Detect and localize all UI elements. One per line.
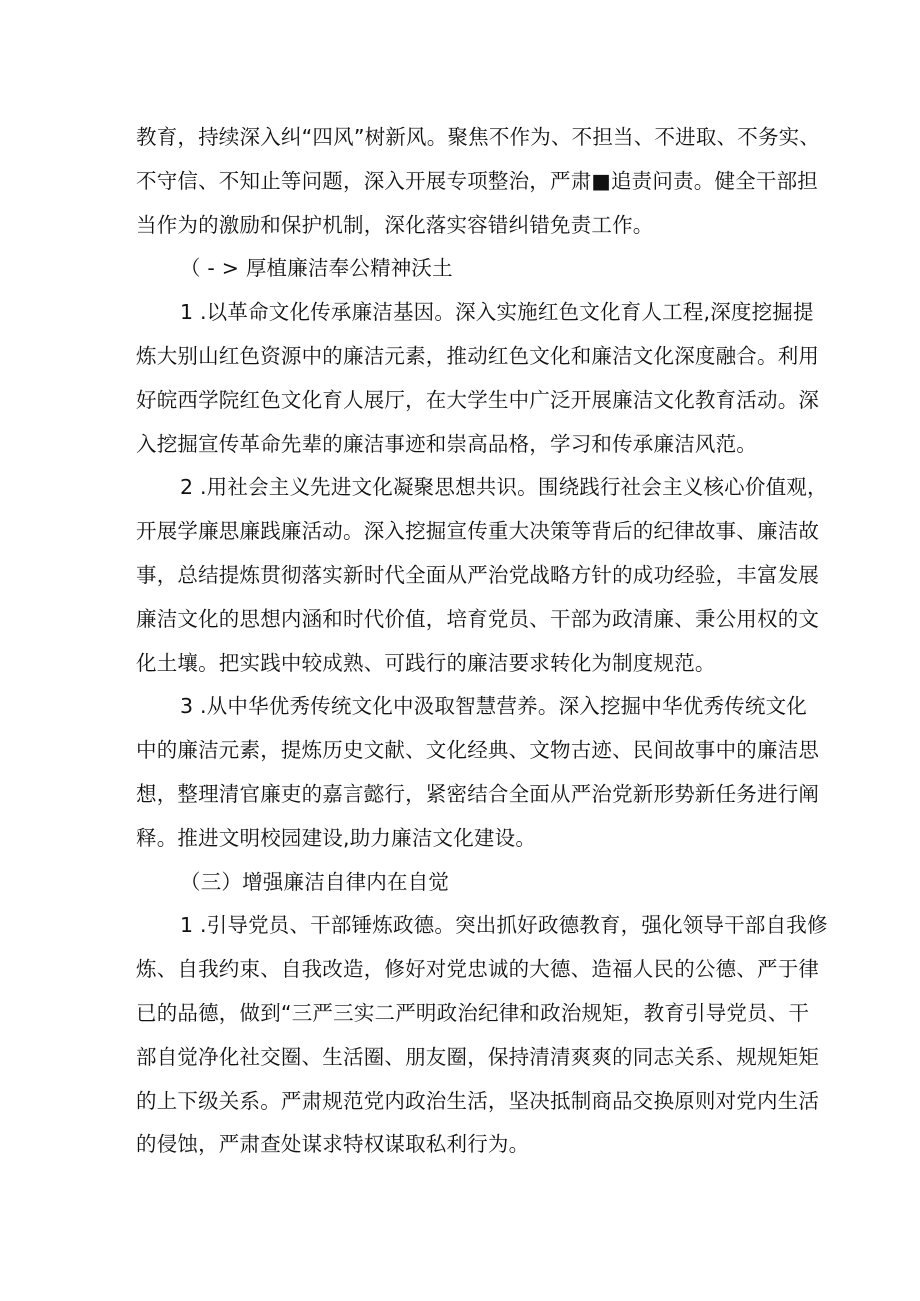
text-line: 的上下级关系。严肃规范党内政治生活，坚决抵制商品交换原则对党内生活 — [136, 1088, 820, 1113]
paragraph — [136, 116, 821, 247]
text-line: 开展学廉思廉践廉活动。深入挖掘宣传重大决策等背后的纪律故事、廉洁故 — [136, 519, 820, 544]
text-line: 事，总结提炼贯彻落实新时代全面从严治党战略方针的成功经验，丰富发展 — [136, 562, 820, 587]
text-line: 教育，持续深入纠“四风”树新风。聚焦不作为、不担当、不进取、不务实、 — [136, 125, 821, 149]
text-line: 的侵蚀，严肃查处谋求特权谋取私利行为。 — [136, 1132, 530, 1157]
text-line: 好皖西学院红色文化育人展厅，在大学生中广泛开展廉洁文化教育活动。深 — [136, 387, 820, 412]
text-line: （ - > 厚植廉洁奉公精神沃土 — [180, 256, 453, 281]
paragraph — [136, 291, 820, 466]
text-line: 不守信、不知止等问题，深入开展专项整治，严肃■追责问责。健全干部担 — [136, 168, 818, 193]
paragraph — [136, 685, 820, 860]
document-body — [136, 116, 828, 1167]
section-heading — [136, 247, 792, 291]
text-line: 部自觉净化社交圈、生活圈、朋友圈，保持清清爽爽的同志关系、规规矩矩 — [136, 1044, 820, 1069]
text-line: 中的廉洁元素，提炼历史文献、文化经典、文物古迹、民间故事中的廉洁思 — [136, 738, 820, 763]
text-line: 1 .引导党员、干部锤炼政德。突出抓好政德教育，强化领导干部自我修 — [180, 913, 828, 938]
text-line: 2 .用社会主义先进文化凝聚思想共识。围绕践行社会主义核心价值观， — [180, 475, 828, 500]
text-line: 3 .从中华优秀传统文化中汲取智慧营养。深入挖掘中华优秀传统文化 — [180, 694, 807, 719]
text-line: 化土壤。把实践中较成熟、可践行的廉洁要求转化为制度规范。 — [136, 650, 716, 675]
text-line: 想，整理清官廉吏的嘉言懿行，紧密结合全面从严治党新形势新任务进行阐 — [136, 781, 820, 806]
text-line: 释。推进文明校园建设,助力廉洁文化建设。 — [136, 825, 537, 850]
text-line: 入挖掘宣传革命先辈的廉洁事迹和崇高品格，学习和传承廉洁风范。 — [136, 431, 757, 456]
text-line: 廉洁文化的思想内涵和时代价值，培育党员、干部为政清廉、秉公用权的文 — [136, 606, 820, 631]
paragraph — [136, 466, 828, 685]
text-line: 炼大别山红色资源中的廉洁元素，推动红色文化和廉洁文化深度融合。利用 — [136, 343, 820, 368]
text-line: 炼、自我约束、自我改造，修好对党忠诚的大德、造福人民的公德、严于律 — [136, 957, 820, 982]
text-line: （三）增强廉洁自律内在自觉 — [180, 869, 450, 894]
text-line: 1 .以革命文化传承廉洁基因。深入实施红色文化育人工程,深度挖掘提 — [180, 300, 814, 325]
section-heading — [136, 861, 792, 905]
text-line: 已的品德，做到“三严三实二严明政治纪律和政治规矩，教育引导党员、干 — [136, 1000, 810, 1025]
text-line: 当作为的激励和保护机制，深化落实容错纠错免责工作。 — [136, 212, 654, 237]
paragraph — [136, 904, 828, 1167]
